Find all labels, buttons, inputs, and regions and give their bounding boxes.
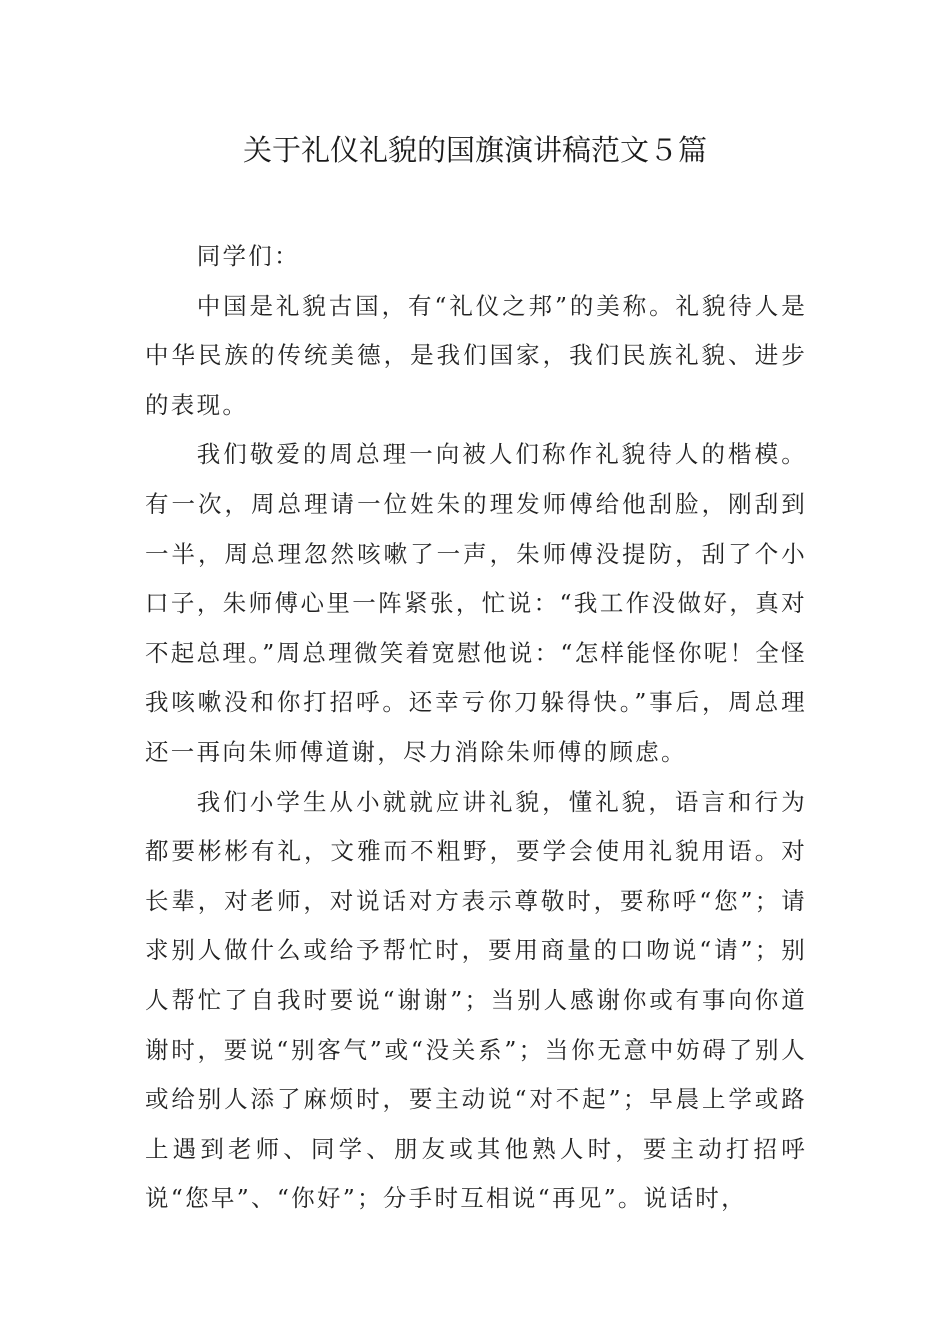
paragraph-2: 我们敬爱的周总理一向被人们称作礼貌待人的楷模。有一次，周总理请一位姓朱的理发师傅给他刮脸，刚刮到一半，周总理忽然咳嗽了一声，朱师傅没提防，刮了个小口子，朱师傅心里一阵紧张，忙说：“我工作没做好，真对不起总理。”周总理微笑着宽慰他说：“怎样能怪你呢！全怪我咳嗽没和你打招呼。还幸亏你刀躲得快。”事后，周总理还一再向朱师傅道谢，尽力消除朱师傅的顾虑。 xyxy=(145,440,807,766)
paragraph-greeting: 同学们： xyxy=(196,242,300,270)
document-body xyxy=(145,232,807,1224)
paragraph-3: 我们小学生从小就就应讲礼貌，懂礼貌，语言和行为都要彬彬有礼，文雅而不粗野，要学会使用礼貌用语。对长辈，对老师，对说话对方表示尊敬时，要称呼“您”；请求别人做什么或给予帮忙时，要用商量的口吻说“请”；别人帮忙了自我时要说“谢谢”；当别人感谢你或有事向你道谢时，要说“别客气”或“没关系”；当你无意中妨碍了别人或给别人添了麻烦时，要主动说“对不起”；早晨上学或路上遇到老师、同学、朋友或其他熟人时，要主动打招呼说“您早”、“你好”；分手时互相说“再见”。说话时， xyxy=(145,787,807,1213)
paragraph-1: 中国是礼貌古国，有“礼仪之邦”的美称。礼貌待人是中华民族的传统美德，是我们国家，我们民族礼貌、进步的表现。 xyxy=(145,291,807,419)
document-title: 关于礼仪礼貌的国旗演讲稿范文５篇 xyxy=(242,133,707,167)
